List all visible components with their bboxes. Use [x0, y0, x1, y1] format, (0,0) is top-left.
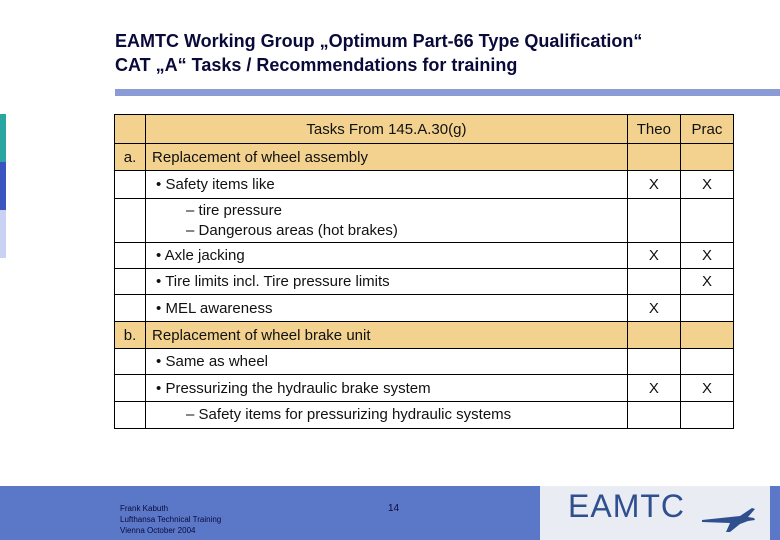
- sub-items: [146, 402, 628, 429]
- theo-mark: X: [627, 243, 680, 269]
- left-strip-teal: [0, 114, 6, 162]
- title-rule: [115, 89, 780, 96]
- task-text: • Pressurizing the hydraulic brake system: [146, 375, 628, 402]
- section-title: Replacement of wheel assembly: [146, 144, 628, 171]
- task-text: • Axle jacking: [146, 243, 628, 269]
- left-strip-light: [0, 210, 6, 258]
- table-row: [115, 295, 734, 322]
- prac-mark: [680, 349, 733, 375]
- theo-mark: X: [627, 375, 680, 402]
- task-text: • Safety items like: [146, 171, 628, 199]
- slide-title-line-1: EAMTC Working Group „Optimum Part-66 Type Qualification“: [115, 31, 643, 51]
- theo-mark: X: [627, 295, 680, 322]
- section-title: Replacement of wheel brake unit: [146, 322, 628, 349]
- section-row-b: [115, 322, 734, 349]
- table-row: [115, 171, 734, 199]
- header-blank-cell: [115, 115, 146, 144]
- sub-item: – Dangerous areas (hot brakes): [186, 221, 398, 239]
- slide-title-line-2: CAT „A“ Tasks / Recommendations for training: [115, 55, 518, 75]
- table-row: [115, 402, 734, 429]
- section-letter: b.: [115, 322, 146, 349]
- sub-item: – Safety items for pressurizing hydraulic systems: [186, 406, 512, 423]
- airplane-icon: [700, 500, 756, 534]
- table-row: [115, 349, 734, 375]
- prac-mark: [680, 295, 733, 322]
- table-row: [115, 243, 734, 269]
- table-row: [115, 269, 734, 295]
- footer-company: Lufthansa Technical Training: [120, 515, 222, 524]
- prac-mark: X: [680, 375, 733, 402]
- section-letter: a.: [115, 144, 146, 171]
- footer-info: [120, 503, 221, 536]
- left-strip-blue: [0, 162, 6, 210]
- footer-author: Frank Kabuth: [120, 504, 169, 513]
- task-text: • Tire limits incl. Tire pressure limits: [146, 269, 628, 295]
- theo-mark: X: [627, 171, 680, 199]
- prac-mark: X: [680, 243, 733, 269]
- task-text: • Same as wheel: [146, 349, 628, 375]
- table-row: [115, 375, 734, 402]
- section-row-a: [115, 144, 734, 171]
- sub-items: [146, 199, 628, 243]
- footer-place-date: Vienna October 2004: [120, 526, 196, 535]
- prac-mark: X: [680, 269, 733, 295]
- tasks-table: [114, 114, 734, 429]
- header-theo-cell: Theo: [627, 115, 680, 144]
- page-number: 14: [388, 503, 400, 514]
- table-header-row: [115, 115, 734, 144]
- theo-mark: [627, 349, 680, 375]
- header-task-cell: Tasks From 145.A.30(g): [146, 115, 628, 144]
- task-text: • MEL awareness: [146, 295, 628, 322]
- theo-mark: [627, 269, 680, 295]
- table-row: [115, 199, 734, 243]
- prac-mark: X: [680, 171, 733, 199]
- eamtc-logo: EAMTC: [568, 488, 685, 524]
- sub-item: – tire pressure: [186, 201, 282, 219]
- header-prac-cell: Prac: [680, 115, 733, 144]
